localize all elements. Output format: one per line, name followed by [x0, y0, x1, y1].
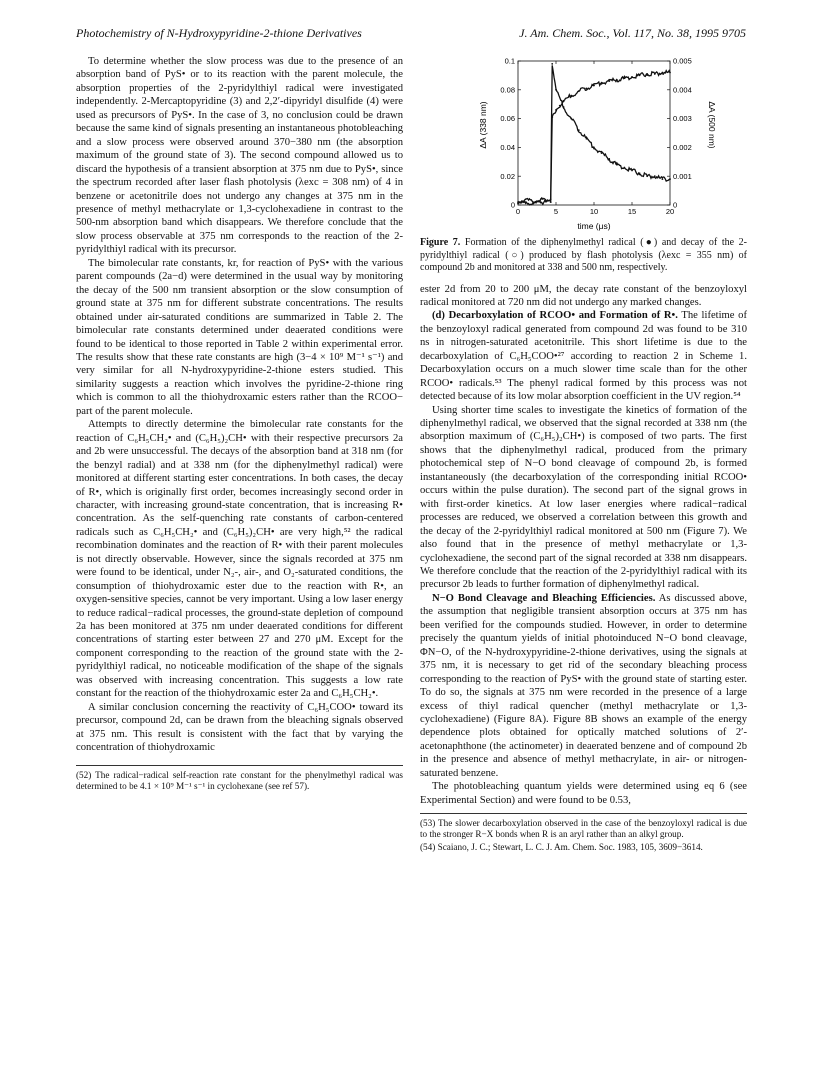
data-point	[601, 152, 603, 154]
data-point	[550, 198, 552, 200]
figure-caption	[420, 237, 747, 275]
y-tick-label-left: 0	[510, 200, 515, 210]
series-line	[518, 71, 670, 205]
paragraph-section-d	[420, 309, 747, 403]
data-point	[555, 89, 557, 91]
data-point	[593, 147, 595, 149]
data-point	[559, 105, 561, 107]
y-tick-label-left: 0.1	[504, 56, 515, 66]
data-point	[555, 109, 557, 111]
data-point	[525, 198, 527, 200]
data-point	[563, 100, 565, 102]
y-axis-label-left: ΔA (338 nm)	[478, 101, 488, 149]
data-point	[616, 79, 618, 81]
series-1	[517, 71, 671, 205]
data-point	[608, 158, 610, 160]
y-tick-label-left: 0.06	[500, 114, 515, 124]
data-point	[608, 80, 610, 82]
footnote-separator	[76, 765, 403, 766]
data-point	[601, 82, 603, 84]
y-tick-label-right: 0.002	[673, 143, 692, 152]
y-tick-label-left: 0.08	[500, 85, 515, 95]
x-axis-label: time (μs)	[577, 221, 611, 231]
footnote-52: (52) The radical−radical self-reaction rate constant for the phenylmethyl radical was determined to be 4.1 × 10⁹ M⁻¹ s⁻¹ in cyclohexane (see ref 57).	[76, 769, 403, 791]
left-column	[76, 55, 403, 793]
paragraph: To determine whether the slow process was due to the presence of an absorption band of PyS• or to its reaction with the parent molecule, the absorption properties of the 2-pyridylthiyl radical were investigated independently. 2-Mercaptopyridine (3) and 2,2′-dipyridyl disulfide (4) were used as precursors of PyS•. In the case of 3, no conclusion could be drawn because the same kind of signals presenting an instantaneous photobleaching and a slow process were observed around 370−380 nm (the absorption maximum of the ground state of 3). The second compound allowed us to discard the hypothesis of a transient absorption at 375 nm due to PyS•, since the spectrum recorded after laser flash photolysis (λexc = 308 nm) of 4 in benzene or acetonitrile does not undergo any changes at 375 nm in the presence of methyl methacrylate or 1,3-cyclohexadiene in contrast to the 500-nm absorption band which disappears. We therefore conclude that the slow process observable at 375 nm corresponds to the reaction of the 2-pyridylthiyl radical with its precursor.	[76, 56, 403, 256]
paragraph: Attempts to directly determine the bimolecular rate constants for the reaction of C₆H₅CH₂• and (C₆H₅)₂CH• with their respective precursors 2a and 2b were unsuccessful. The decays of the absorption band at 318 nm (for the benzyl radial) and at 338 nm (for the diphenylmethyl radical) were monitored at different starting ester concentrations. In both cases, the decay of R•, which is originally first order, becomes increasingly second order in character, with increasing ground-state concentration, that is increasing R• concentration. As the self-quenching rate constants of carbon-centered radicals such as C₆H₅CH₂• and (C₆H₅)₂CH• are very high,⁵² the radical recombination dominates and the reaction of R• with their parent molecules is not directly observable. However, since the signals recorded at 375 nm were found to be identical, under N₂-, air-, and O₂-saturated conditions, the consumption of thiohydroxamic ester due to the reaction with R•, an oxygen-sensitive species, cannot be very important. Using a low laser energy to reduce radical−radical processes, the ground-state depletion of compound 2a has been monitored at 375 nm under deaerated conditions for different concentrations of starting ester between 27 and 270 μM. Except for the component corresponding to the reaction of the ground state with the 2-pyridylthiyl radical, no noticeable modification of the shape of the signals was observed with increasing concentration. This suggests a low rate constant for the reaction of the thiohydroxamic ester 2a and C₆H₅CH₂•.	[76, 419, 403, 700]
plot-frame	[518, 61, 670, 205]
data-point	[624, 167, 626, 169]
x-tick-label: 20	[665, 207, 675, 216]
figure-7	[420, 55, 747, 231]
x-tick-label: 10	[589, 207, 599, 216]
paragraph-section-no	[420, 592, 747, 780]
y-tick-label-right: 0.004	[673, 85, 692, 95]
running-title: Photochemistry of N-Hydroxypyridine-2-thione Derivatives	[76, 26, 362, 40]
data-point	[639, 75, 641, 77]
footnote-54: (54) Scaiano, J. C.; Stewart, L. C. J. Am. Chem. Soc. 1983, 105, 3609−3614.	[420, 841, 703, 852]
chart-marks	[517, 63, 671, 205]
data-point	[646, 175, 648, 177]
section-d-text: The lifetime of the benzoyloxyl radical generated from compound 2d was found to be 310 ns in nitrogen-saturated acetonitrile. This short lifetime is due to the decarboxylation of C₆H₅COO•²⁷ according to reaction 2 in Scheme 1. Decarboxylation occurs on a much slower time scale than for the other RCOO• radicals.⁵³ The phenyl radical formed by this process was not detected because of its low molar absorption coefficient in the UV region.⁵⁴	[420, 310, 748, 403]
running-header	[76, 26, 746, 46]
data-point	[540, 198, 542, 200]
data-point	[662, 72, 664, 74]
data-point	[563, 106, 565, 108]
data-point	[570, 95, 572, 97]
y-tick-label-right: 0	[673, 200, 678, 210]
paragraph: ester 2d from 20 to 200 μM, the decay rate constant of the benzoyloxyl radical monitored at 720 nm did not undergo any marked changes.	[420, 283, 747, 308]
data-point	[631, 76, 633, 78]
paragraph: The bimolecular rate constants, kr, for reaction of PyS• with the various parent compounds (2a−d) were determined in the usual way by monitoring the decay of the 500 nm transient absorption or the slow consumption of ground state at 375 nm for different substrate concentrations. The results obtained under air-saturated conditions are summarized in Table 2. The bimolecular rate constants determined under deaerated conditions were found to be identical to those reported in Table 2 within experimental error. The results show that these rate constants are high (3−4 × 10⁹ M⁻¹ s⁻¹) and very similar for all N-hydroxypyridine-2-thione esters studied. This similarity suggests a reaction which involves the pyridine-2-thione ring which is common to all the thiohydroxamic esters rather than the RCOO− part of the parent molecule.	[76, 257, 403, 417]
data-point	[654, 175, 656, 177]
right-column	[420, 55, 747, 854]
y-tick-label-right: 0.005	[673, 56, 692, 66]
x-tick-label: 0	[515, 207, 521, 216]
section-no-text: As discussed above, the assumption that negligible transient absorption occurs at 375 nm has been verified for the compounds studied. However, in order to determine precisely the quantum yields of initial photoinduced N−O bond cleavage, ΦN−O, of the N-hydroxypyridine-2-thione derivatives, using the signals at 375 nm, it is necessary to get rid of the secondary bleaching process corresponding to the reaction of PyS• with the ground state of starting ester. To do so, the signals at 375 nm were recorded in the presence of a large excess of thiyl radical quencher (methyl methacrylate or 1,3-cyclohexadiene) (Figure 8A). Figure 8B shows an example of the energy dependence plots obtained for optically matched solutions of 2′-acetonaphthone (the actinometer) in deaerated benzene and of compound 2b in the presence and absence of methyl methacrylate, in air- or nitrogen-saturated benzene.	[420, 592, 747, 779]
paragraph: A similar conclusion concerning the reactivity of C₆H₅COO• toward its precursor, compound 2d, can be drawn from the bleaching signals observed at 375 nm. This result is consistent with the fact that by varying the concentration of thiohydroxamic	[76, 701, 403, 754]
data-point	[517, 201, 519, 203]
data-point	[551, 63, 553, 65]
data-point	[586, 87, 588, 89]
footnotes	[420, 818, 747, 853]
y-tick-label-left: 0.02	[500, 171, 515, 181]
data-point	[639, 172, 641, 174]
data-point	[616, 164, 618, 166]
data-point	[654, 73, 656, 75]
data-point	[586, 138, 588, 140]
y-tick-label-right: 0.001	[673, 171, 692, 181]
figure-caption-text: Formation of the diphenylmethyl radical (●) and decay of the 2-pyridylthiyl radical (○) produced by flash photolysis (λexc = 355 nm) of compound 2b and monitored at 338 and 500 nm, respectively.	[420, 237, 747, 273]
paragraph: The photobleaching quantum yields were determined using eq 6 (see Experimental Section) and were found to be 0.53,	[420, 781, 747, 806]
data-point	[646, 73, 648, 75]
data-point	[578, 90, 580, 92]
y-tick-label-left: 0.04	[500, 143, 515, 152]
x-tick-label: 15	[627, 207, 637, 216]
section-d-heading: (d) Decarboxylation of RCOO• and Formation of R•.	[432, 310, 678, 322]
data-point	[624, 77, 626, 79]
footnote-separator	[420, 813, 747, 814]
data-point	[662, 178, 664, 180]
x-tick-label: 5	[553, 207, 559, 216]
paragraph: Using shorter time scales to investigate the kinetics of formation of the diphenylmethyl radical, we observed that the signal recorded at 338 nm (the absorption maximum of (C₆H₅)₂CH•) is composed of two parts. The first shows that the diphenylmethyl radical, produced from the primary photochemical step of N−O bond cleavage of compound 2b, is formed instantaneously (the decarboxylation of the corresponding initial RCOO• occurs within the pulse duration). The second part of the signal grows in with first-order kinetics. At low laser energies where radical−radical processes are reduced, we observed a correlation between this growth and the decay of the 2-pyridylthiyl radical monitored at 500 nm (Figure 7). We also found that in the presence of methyl methacrylate or 1,3-cyclohexadiene, the second part of the signal recorded at 338 nm disappears. We therefore conclude that the reaction of the 2-pyridylthiyl radical with its precursor 2b leads to further formation of diphenylmethyl radical.	[420, 404, 747, 591]
data-point	[570, 118, 572, 120]
data-point	[669, 72, 671, 74]
footnotes	[76, 770, 403, 792]
data-point	[669, 178, 671, 180]
data-point	[593, 85, 595, 87]
chart-axes	[500, 57, 691, 216]
data-point	[525, 201, 527, 203]
figure-7-chart	[420, 55, 747, 231]
data-point	[532, 201, 534, 203]
y-tick-label-right: 0.003	[673, 114, 692, 124]
data-point	[631, 170, 633, 172]
y-axis-label-right: ΔA (500 nm)	[707, 101, 717, 149]
data-point	[578, 129, 580, 131]
figure-caption-label: Figure 7.	[420, 237, 461, 248]
data-point	[550, 201, 552, 203]
footnote-53: (53) The slower decarboxylation observed in the case of the benzoyloxyl radical is due to the stronger R−X bonds when R is an aryl rather than an alkyl group.	[420, 818, 747, 840]
section-no-heading: N−O Bond Cleavage and Bleaching Efficiencies.	[432, 592, 656, 604]
journal-citation: J. Am. Chem. Soc., Vol. 117, No. 38, 1995 9705	[519, 26, 746, 40]
